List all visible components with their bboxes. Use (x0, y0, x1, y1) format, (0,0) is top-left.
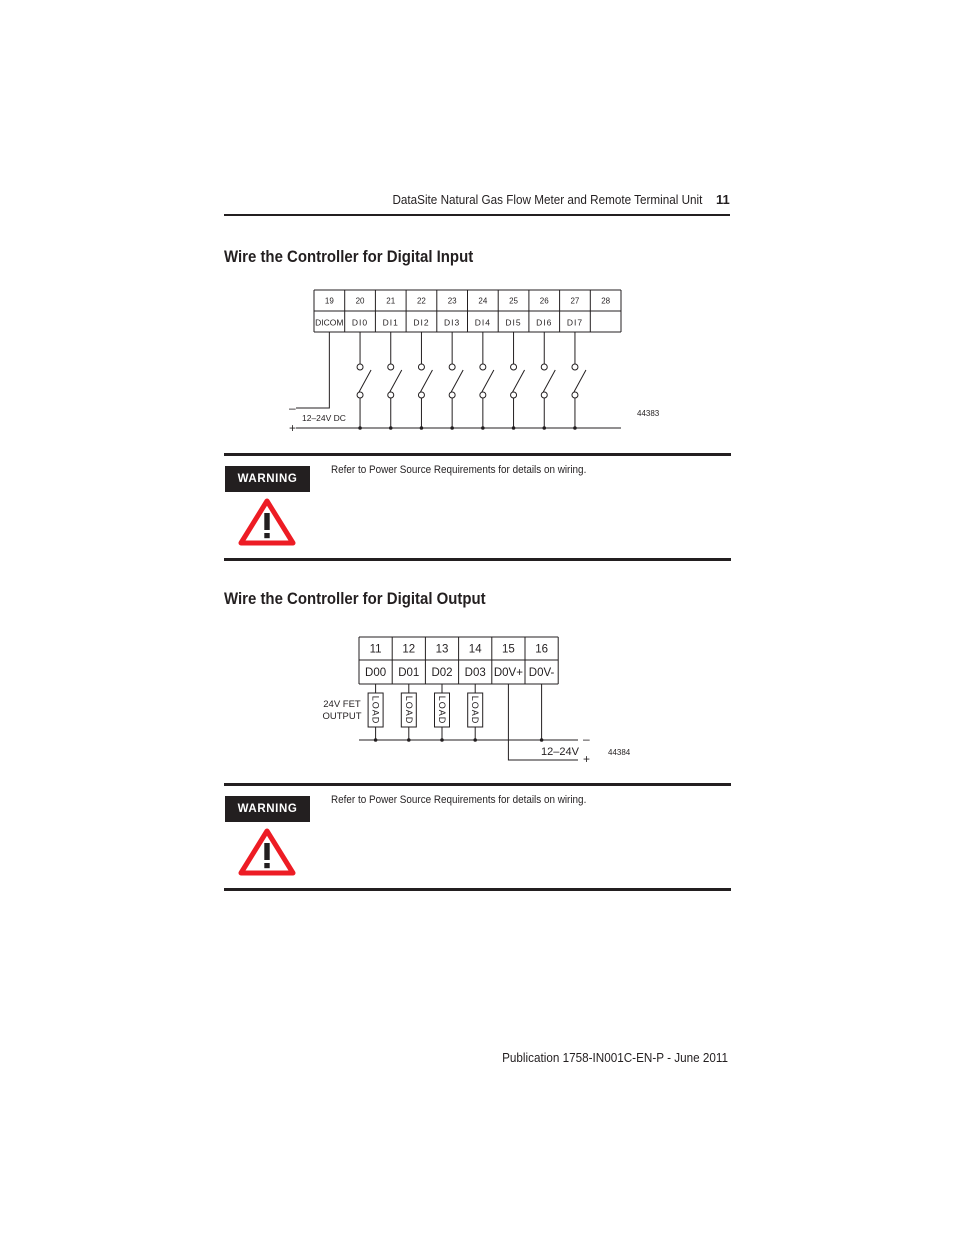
output-supply-minus: – (583, 732, 590, 746)
input-junction-dot (512, 427, 515, 430)
input-junction-dot (574, 427, 577, 430)
output-terminal-number: 13 (435, 643, 449, 656)
input-junction-dot (420, 427, 423, 430)
input-switch-contact (511, 364, 517, 370)
digital-input-heading: Wire the Controller for Digital Input (224, 247, 474, 266)
digital-output-wiring-diagram (310, 630, 640, 770)
page-number: 11 (716, 192, 730, 207)
warning-2-hazard-icon (238, 828, 296, 876)
output-terminal-label: D03 (464, 667, 486, 679)
output-terminal-label: D0V- (528, 667, 555, 679)
output-terminal-label: D0V+ (493, 667, 523, 679)
output-terminal-label: D00 (365, 667, 387, 679)
warning-2-bottom-rule (224, 888, 731, 891)
input-terminal-number: 28 (601, 296, 611, 306)
header-rule (224, 214, 730, 216)
fet-output-label-line2: OUTPUT (322, 711, 362, 722)
input-terminal-number: 23 (447, 296, 457, 306)
input-switch-contact (357, 392, 363, 398)
input-switch-contact (480, 364, 486, 370)
input-supply-plus: + (289, 421, 297, 435)
output-supply-label: 12–24V (541, 746, 579, 758)
warning-2-badge: WARNING (225, 796, 310, 822)
input-terminal-block (314, 290, 621, 332)
input-switch-blade (482, 370, 494, 392)
output-figure-id: 44384 (608, 748, 631, 757)
output-terminal-number: 12 (402, 643, 416, 656)
input-switch-blade (390, 370, 402, 392)
input-junction-dot (389, 427, 392, 430)
output-loads (368, 693, 483, 727)
input-figure-id: 44383 (637, 409, 660, 418)
output-load-label: LOAD (437, 695, 447, 725)
warning-1-hazard-icon (238, 498, 296, 546)
input-switch-contact (449, 364, 455, 370)
input-junction-dot (359, 427, 362, 430)
output-load-label: LOAD (370, 695, 381, 725)
input-terminal-label: DI0 (351, 317, 369, 328)
output-junction-dot (374, 739, 377, 742)
input-switch-contact (418, 364, 424, 370)
input-common-wire (296, 332, 329, 408)
input-switch-blade (420, 370, 432, 392)
input-terminal-label: DI6 (536, 317, 553, 328)
input-terminal-number: 22 (416, 296, 426, 306)
input-switch-contact (541, 392, 547, 398)
output-terminal-number: 16 (535, 643, 548, 656)
input-supply-label: 12–24V DC (302, 413, 346, 423)
input-switch-contact (541, 364, 547, 370)
input-terminal-label: DI5 (505, 317, 522, 328)
output-terminal-block (359, 637, 558, 684)
input-switch-contact (572, 392, 578, 398)
input-switch-contact (388, 392, 394, 398)
input-terminal-label: DI2 (413, 317, 430, 328)
input-switch-contact (572, 364, 578, 370)
output-junction-dot (474, 739, 477, 742)
input-terminal-number: 20 (355, 296, 365, 306)
input-switch-contact (480, 392, 486, 398)
output-junction-dot (540, 739, 543, 742)
warning-1-top-rule (224, 453, 731, 456)
input-terminal-number: 26 (539, 296, 549, 306)
input-terminal-label: DI7 (566, 317, 584, 328)
input-supply-minus: – (289, 401, 296, 415)
output-supply-plus: + (583, 752, 591, 766)
output-junction-dot (441, 739, 444, 742)
warning-1-bottom-rule (224, 558, 731, 561)
input-switch-contact (357, 364, 363, 370)
input-terminal-number: 19 (324, 296, 334, 306)
output-terminal-number: 11 (369, 643, 382, 656)
output-load-label: LOAD (470, 695, 481, 725)
input-terminal-label: DI1 (382, 317, 399, 328)
output-terminal-number: 15 (502, 643, 515, 656)
input-terminal-number: 27 (570, 296, 580, 306)
output-terminal-label: D01 (398, 667, 420, 679)
input-switch-contact (388, 364, 394, 370)
warning-1-text: Refer to Power Source Requirements for details on wiring. (331, 464, 587, 476)
input-terminal-number: 25 (509, 296, 519, 306)
input-junction-dot (543, 427, 546, 430)
warning-1-badge: WARNING (225, 466, 310, 492)
input-switch-contact (449, 392, 455, 398)
digital-input-wiring-diagram (280, 285, 680, 435)
input-terminal-number: 21 (386, 296, 396, 306)
warning-2-top-rule (224, 783, 731, 786)
output-terminal-label: D02 (431, 667, 453, 679)
input-switch-blade (543, 370, 555, 392)
input-switch-blade (359, 370, 371, 392)
output-junction-dot (408, 739, 411, 742)
input-terminal-label: DI3 (444, 317, 461, 328)
output-load-label: LOAD (403, 695, 414, 725)
digital-output-heading: Wire the Controller for Digital Output (224, 589, 486, 608)
input-switch-contact (418, 392, 424, 398)
input-switch-blade (513, 370, 525, 392)
input-terminal-number: 24 (478, 296, 488, 306)
output-terminal-number: 14 (468, 643, 482, 656)
running-header-title: DataSite Natural Gas Flow Meter and Remote Terminal Unit (392, 192, 702, 207)
input-switch-blade (451, 370, 463, 392)
fet-output-label-line1: 24V FET (323, 699, 361, 710)
input-switch-contact (511, 392, 517, 398)
input-switch-blade (574, 370, 586, 392)
input-junction-dot (482, 427, 485, 430)
warning-2-text: Refer to Power Source Requirements for details on wiring. (331, 794, 587, 806)
input-terminal-label: DICOM (315, 317, 344, 328)
input-terminal-label: DI4 (474, 317, 491, 328)
input-junction-dot (451, 427, 454, 430)
publication-footer: Publication 1758-IN001C-EN-P - June 2011 (502, 1050, 728, 1065)
